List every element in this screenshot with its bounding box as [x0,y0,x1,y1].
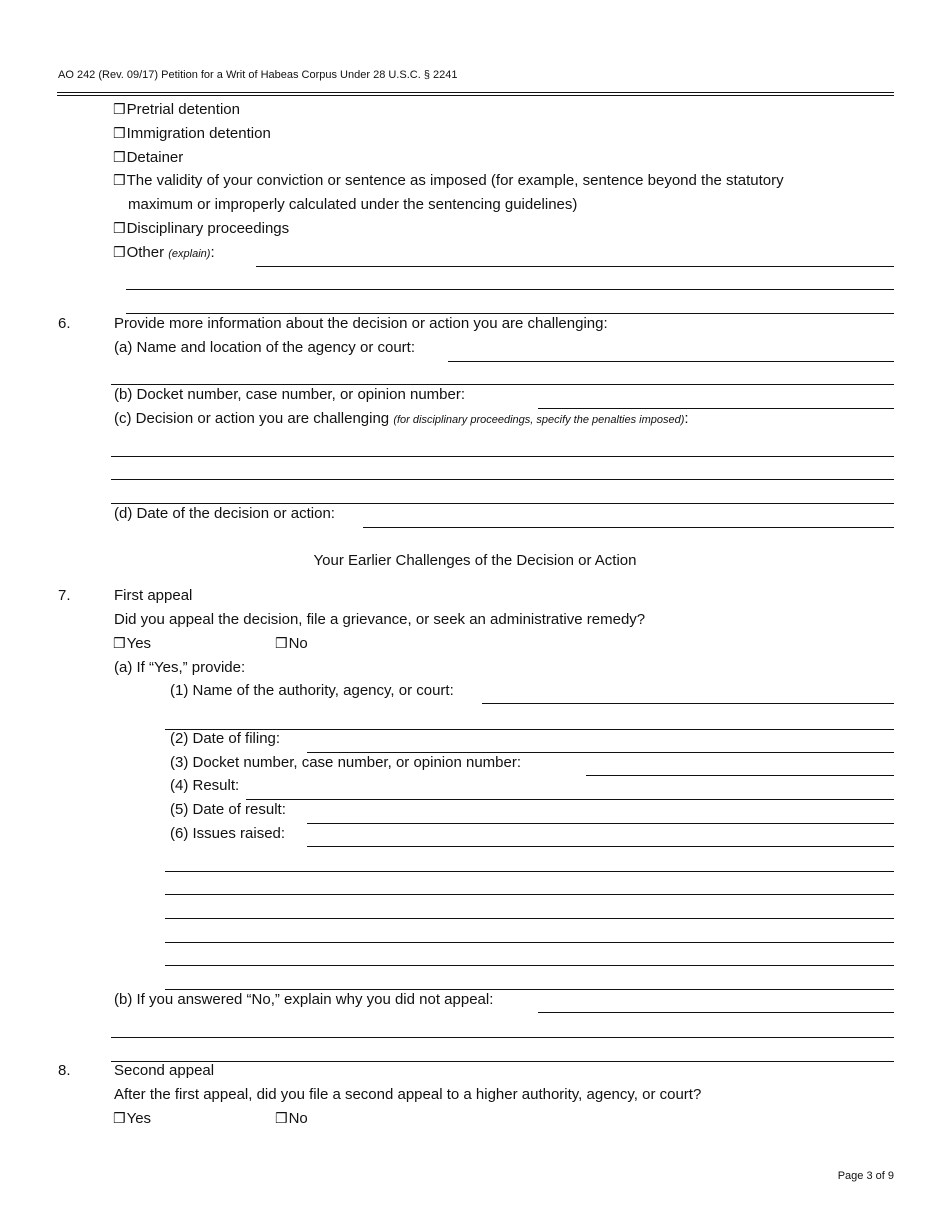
q6c-text: (c) Decision or action you are challenging [114,410,390,427]
q6c-field-3[interactable] [111,503,894,504]
checkbox-icon: ❒ [113,635,126,651]
q7-title: First appeal [114,587,193,604]
q7a4-field[interactable] [246,799,894,800]
other-explain-field-3[interactable] [126,313,894,314]
option-label: Other [126,244,165,261]
q8-title: Second appeal [114,1062,215,1079]
checkbox-immigration-detention[interactable] [113,125,271,142]
checkbox-icon: ❒ [275,1110,288,1126]
other-explain-field-2[interactable] [126,289,894,290]
q7a6-field-2[interactable] [165,871,894,872]
checkbox-validity-of-conviction[interactable] [113,172,784,189]
q7a6-field-3[interactable] [165,894,894,895]
q6c-note: (for disciplinary proceedings, specify the penalties imposed) [393,414,685,426]
q8-no-checkbox[interactable] [275,1110,308,1127]
checkbox-other[interactable]: ❒Other (explain): [113,244,215,261]
q7a1-label: (1) Name of the authority, agency, or court: [170,682,454,699]
checkbox-icon: ❒ [113,101,126,117]
q7a6-label: (6) Issues raised: [170,825,286,842]
form-header: AO 242 (Rev. 09/17) Petition for a Writ of Habeas Corpus Under 28 U.S.C. § 2241 [58,69,458,81]
yes-label: Yes [126,1110,152,1127]
option-label: The validity of your conviction or sentence as imposed (for example, sentence beyond the statutory [126,172,784,189]
checkbox-icon: ❒ [113,125,126,141]
explain-note: (explain) [168,248,211,260]
checkbox-icon: ❒ [113,172,126,188]
option-label: Detainer [126,149,184,166]
q7a-label: (a) If “Yes,” provide: [114,659,246,676]
header-rule-bottom [57,95,894,96]
q7a6-field[interactable] [307,846,894,847]
option-label-continued: maximum or improperly calculated under the sentencing guidelines) [128,196,578,213]
question-number: 8. [58,1062,71,1079]
q6a-label: (a) Name and location of the agency or court: [114,339,415,356]
q7b-field-2[interactable] [111,1037,894,1038]
q6a-field[interactable] [448,361,894,362]
checkbox-icon: ❒ [275,635,288,651]
checkbox-disciplinary-proceedings[interactable] [113,220,289,237]
q7a6-field-5[interactable] [165,942,894,943]
q6d-field[interactable] [363,527,894,528]
q7a2-field[interactable] [307,752,894,753]
q6c-label: (c) Decision or action you are challenging (for disciplinary proceedings, specify the penalties imposed): [114,410,689,427]
q7a1-field[interactable] [482,703,894,704]
section-heading: Your Earlier Challenges of the Decision or Action [313,552,637,569]
q6c-field[interactable] [111,456,894,457]
q6c-field-2[interactable] [111,479,894,480]
q7b-field-3[interactable] [111,1061,894,1062]
yes-label: Yes [126,635,152,652]
q6-prompt: Provide more information about the decision or action you are challenging: [114,315,608,332]
option-label: Disciplinary proceedings [126,220,290,237]
page-number: Page 3 of 9 [837,1170,894,1182]
checkbox-icon: ❒ [113,244,126,260]
q7-yes-checkbox[interactable] [113,635,151,652]
q6b-field[interactable] [538,408,894,409]
q7a6-field-4[interactable] [165,918,894,919]
q6b-label: (b) Docket number, case number, or opinion number: [114,386,466,403]
q7a3-field[interactable] [586,775,894,776]
q7a2-label: (2) Date of filing: [170,730,281,747]
q7a5-field[interactable] [307,823,894,824]
q7a4-label: (4) Result: [170,777,240,794]
q6a-field-2[interactable] [111,384,894,385]
other-explain-field[interactable] [256,266,894,267]
checkbox-icon: ❒ [113,1110,126,1126]
question-number: 7. [58,587,71,604]
q7a3-label: (3) Docket number, case number, or opinion number: [170,754,522,771]
no-label: No [288,1110,308,1127]
q8-yes-checkbox[interactable] [113,1110,151,1127]
checkbox-icon: ❒ [113,149,126,165]
checkbox-pretrial-detention[interactable] [113,101,240,118]
q8-question: After the first appeal, did you file a second appeal to a higher authority, agency, or court? [114,1086,702,1103]
q7b-field[interactable] [538,1012,894,1013]
q7a6-field-6[interactable] [165,965,894,966]
q7-no-checkbox[interactable] [275,635,308,652]
question-number: 6. [58,315,71,332]
checkbox-icon: ❒ [113,220,126,236]
header-rule-top [57,92,894,93]
q7a6-field-7[interactable] [165,989,894,990]
q7a5-label: (5) Date of result: [170,801,286,818]
q7-question: Did you appeal the decision, file a grievance, or seek an administrative remedy? [114,611,646,628]
option-label: Pretrial detention [126,101,240,118]
option-label: Immigration detention [126,125,271,142]
q7b-label: (b) If you answered “No,” explain why you did not appeal: [114,991,494,1008]
no-label: No [288,635,308,652]
checkbox-detainer[interactable] [113,149,183,166]
q6d-label: (d) Date of the decision or action: [114,505,335,522]
